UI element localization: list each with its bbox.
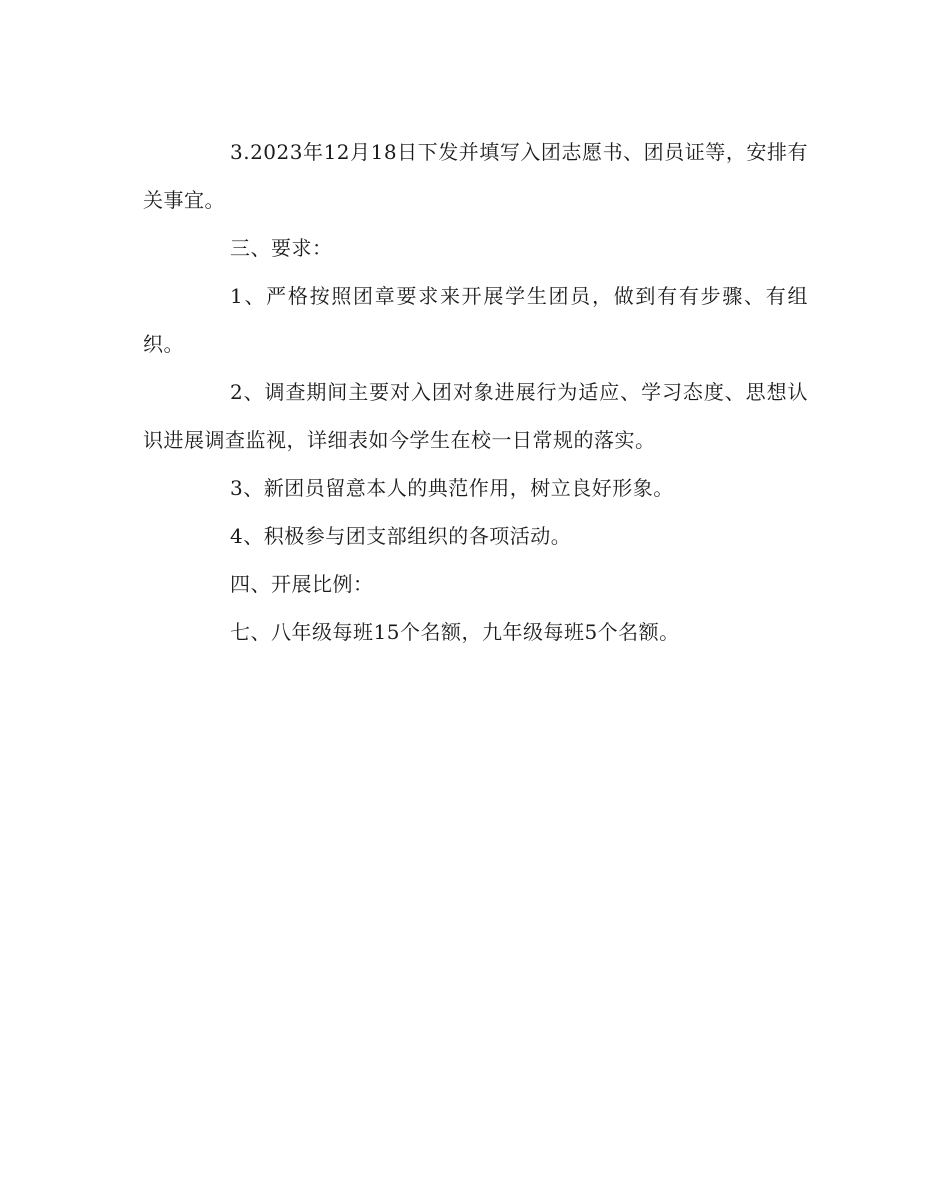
document-body <box>143 128 808 656</box>
paragraph-requirement-4: 4、积极参与团支部组织的各项活动。 <box>230 524 572 548</box>
paragraph-requirement-1: 1、严格按照团章要求来开展学生团员，做到有有步骤、有组织。 <box>143 284 808 356</box>
paragraph-quota: 七、八年级每班15个名额，九年级每班5个名额。 <box>230 620 680 644</box>
heading-requirements: 三、要求： <box>230 236 333 260</box>
paragraph-requirement-2: 2、调查期间主要对入团对象进展行为适应、学习态度、思想认识进展调查监视，详细表如今学生在校一日常规的落实。 <box>143 380 808 452</box>
paragraph-issue-forms: 3.2023年12月18日下发并填写入团志愿书、团员证等，安排有关事宜。 <box>143 140 808 212</box>
heading-ratio: 四、开展比例： <box>230 572 374 596</box>
paragraph-requirement-3: 3、新团员留意本人的典范作用，树立良好形象。 <box>230 476 674 500</box>
